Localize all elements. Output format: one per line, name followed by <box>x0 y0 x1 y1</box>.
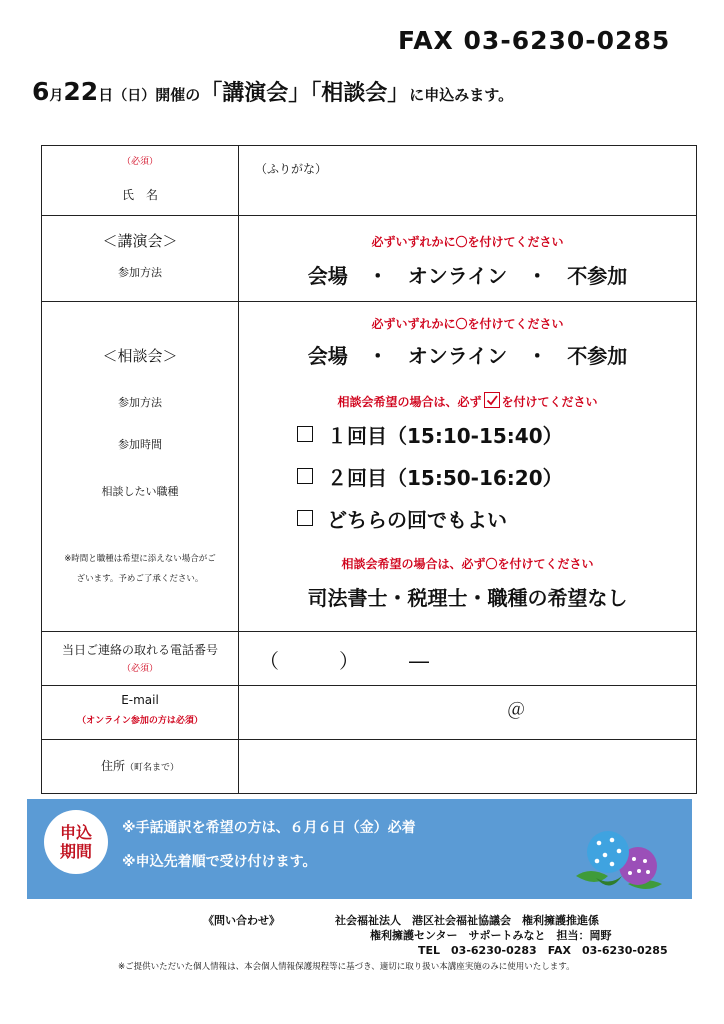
consult-title: ＜相談会＞ <box>102 347 178 365</box>
phone-field[interactable] <box>239 632 697 686</box>
headline-weekday: （日） <box>113 88 156 104</box>
application-period-badge <box>44 810 108 874</box>
phone-template: （ ） ― <box>259 649 429 673</box>
fax-number: FAX 03-6230-0285 <box>398 26 671 55</box>
job-instruction: 相談会希望の場合は、必ず〇を付けてください <box>341 557 594 571</box>
email-label: E-mail <box>121 693 159 707</box>
checkbox-icon[interactable] <box>297 426 313 442</box>
lecture-method-label: 参加方法 <box>118 266 162 279</box>
checkmark-box-icon <box>484 392 500 408</box>
headline-event-lecture: 「講演会」 <box>200 81 311 106</box>
furigana-hint: （ふりがな） <box>255 162 328 176</box>
address-field[interactable] <box>239 740 697 794</box>
headline-month-num: 6 <box>32 77 50 106</box>
headline-event-consult: 「相談会」 <box>310 81 410 106</box>
time-slot-1-label: １回目（15:10-15:40） <box>327 424 563 448</box>
org-line2: 権利擁護センター サポートみなと 担当：岡野 <box>370 929 612 942</box>
lecture-options-cell[interactable] <box>239 216 697 302</box>
privacy-note: ※ご提供いただいた個人情報は、本会個人情報保護規程等に基づき、適切に取り扱い本講座実施のみに使用いたします。 <box>118 962 575 972</box>
name-field[interactable] <box>239 146 697 216</box>
headline-held: 開催の <box>155 86 201 104</box>
application-form <box>41 145 697 794</box>
phone-label-cell <box>42 632 239 686</box>
lecture-instruction: 必ずいずれかに〇を付けてください <box>371 235 564 249</box>
contact-numbers: TEL 03-6230-0283 FAX 03-6230-0285 <box>418 944 668 957</box>
name-required: （必須） <box>121 157 158 167</box>
banner-line2: ※申込先着順で受け付けます。 <box>122 854 317 870</box>
consult-options-cell[interactable] <box>239 302 697 632</box>
consult-label-cell <box>42 302 239 632</box>
consult-method-label: 参加方法 <box>118 396 162 409</box>
address-label-main: 住所 <box>100 759 125 773</box>
check-instruction-b: を付けてください <box>501 395 598 409</box>
headline <box>32 76 513 107</box>
name-label: 氏 名 <box>121 188 158 202</box>
lecture-title: ＜講演会＞ <box>102 232 178 250</box>
consult-note-line2: ざいます。予めご了承ください。 <box>76 574 204 584</box>
email-note: （オンライン参加の方は必須） <box>77 716 203 726</box>
email-field[interactable] <box>239 686 697 740</box>
email-at-sign: ＠ <box>507 700 525 721</box>
badge-line2: 期間 <box>59 842 92 861</box>
headline-apply: に申込みます。 <box>409 86 514 104</box>
lecture-label-cell <box>42 216 239 302</box>
org-line1: 社会福祉法人 港区社会福祉協議会 権利擁護推進係 <box>335 914 599 927</box>
time-slot-either-label: どちらの回でもよい <box>327 508 507 532</box>
consult-options[interactable]: 会場 ・ オンライン ・ 不参加 <box>307 344 628 368</box>
headline-day-unit: 日 <box>98 86 114 104</box>
consult-job-label: 相談したい職種 <box>101 485 179 498</box>
address-label-sub: （町名まで） <box>125 763 180 773</box>
leaf-icon <box>576 871 608 882</box>
consult-check-instruction <box>239 392 696 410</box>
time-slot-2-label: ２回目（15:50-16:20） <box>327 466 563 490</box>
consult-note-line1: ※時間と職種は希望に添えない場合がご <box>64 554 216 564</box>
blue-flower-icon <box>587 831 629 873</box>
consult-time-label: 参加時間 <box>118 438 162 451</box>
time-slot-either[interactable] <box>297 504 507 533</box>
time-slot-1[interactable] <box>297 420 563 449</box>
checkbox-icon[interactable] <box>297 468 313 484</box>
headline-month-unit: 月 <box>49 88 64 104</box>
email-label-cell <box>42 686 239 740</box>
address-label-cell <box>42 740 239 794</box>
address-label <box>42 757 238 774</box>
time-slot-2[interactable] <box>297 462 563 491</box>
name-label-cell <box>42 146 239 216</box>
consult-instruction: 必ずいずれかに〇を付けてください <box>371 317 564 331</box>
lecture-options[interactable]: 会場 ・ オンライン ・ 不参加 <box>307 264 628 288</box>
phone-required: （必須） <box>121 664 158 674</box>
hydrangea-illustration <box>566 826 682 896</box>
check-instruction-a: 相談会希望の場合は、必ず <box>337 395 482 409</box>
headline-day-num: 22 <box>63 77 99 106</box>
banner-line1: ※手話通訳を希望の方は、６月６日（金）必着 <box>122 820 416 836</box>
checkbox-icon[interactable] <box>297 510 313 526</box>
phone-label: 当日ご連絡の取れる電話番号 <box>61 643 218 657</box>
contact-label: 《問い合わせ》 <box>203 914 280 927</box>
badge-line1: 申込 <box>59 823 92 842</box>
job-options[interactable]: 司法書士・税理士・職種の希望なし <box>307 586 628 610</box>
